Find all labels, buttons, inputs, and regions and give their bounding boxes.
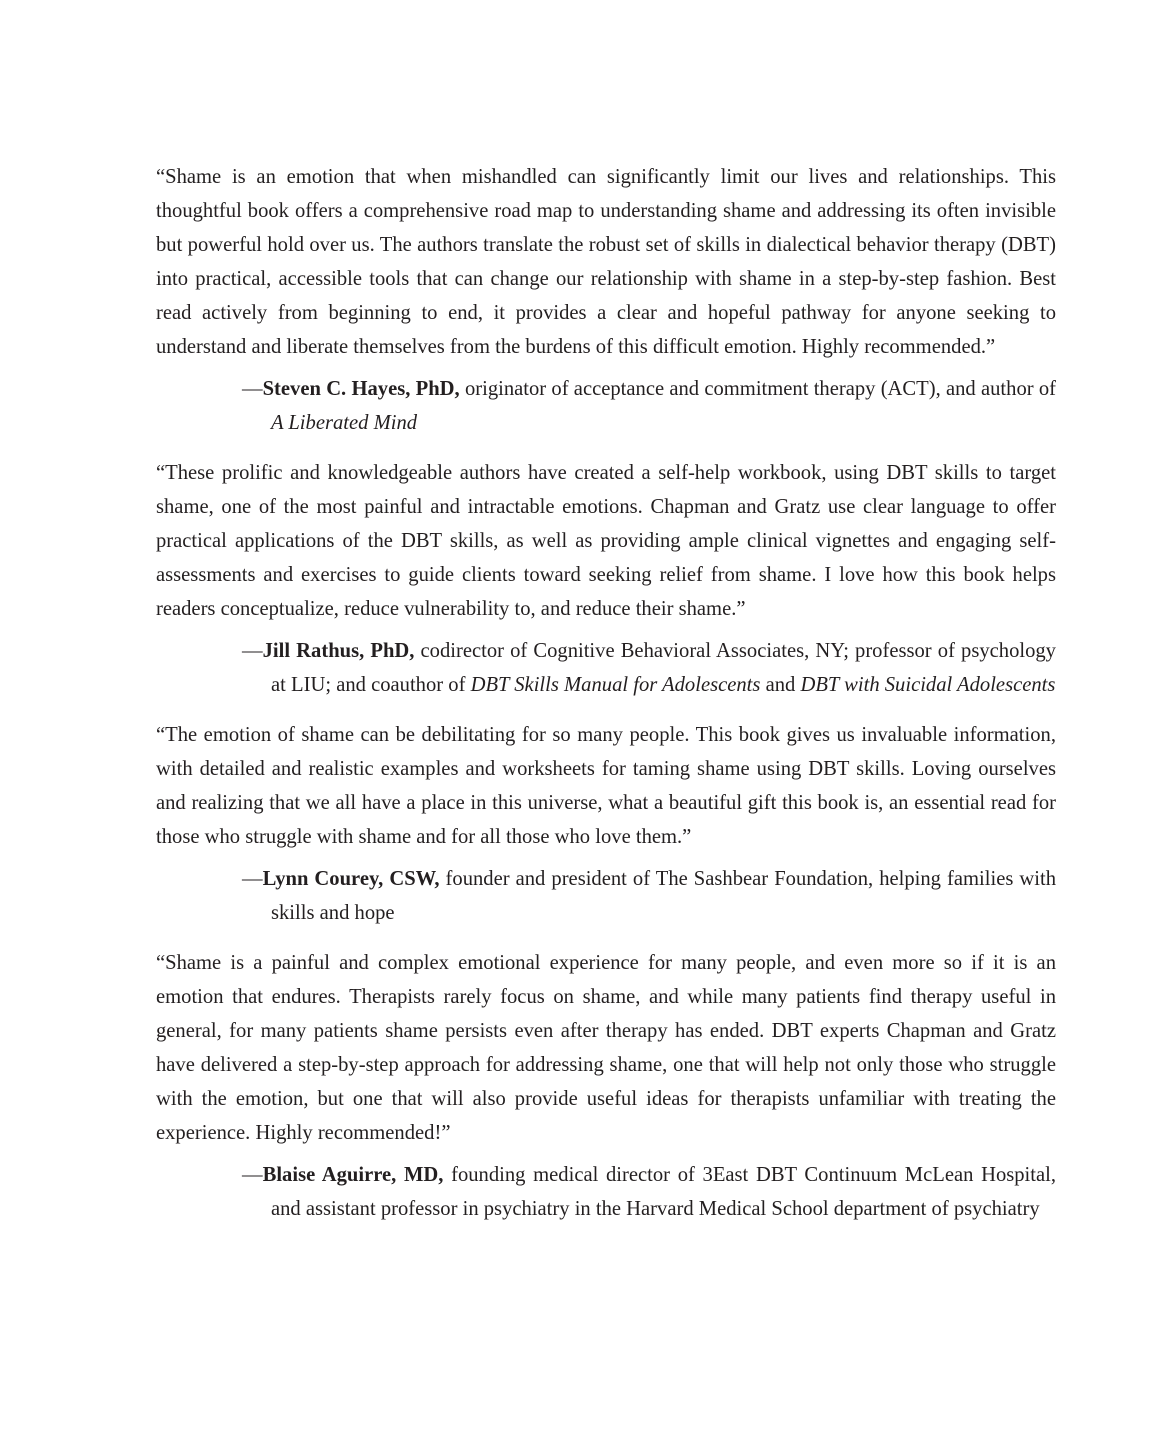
endorser-role: founder and president of The Sashbear Foundation, helping families with skills and hope bbox=[271, 868, 1056, 924]
book-title: DBT Skills Manual for Adolescents bbox=[470, 674, 761, 696]
endorsement-quote: “The emotion of shame can be debilitating for so many people. This book gives us invaluable information, with detailed and realistic examples and worksheets for taming shame using DBT skills. Loving ourselves and realizing that we all have a place in this universe, what a beautiful gift this book is, an essential read for those who struggle with shame and for all those who love them.” bbox=[156, 724, 1056, 848]
endorsement-4 bbox=[156, 946, 1056, 1226]
endorser-role: founding medical director of 3East DBT Continuum McLean Hospital, and assistant professor in psychiatry in the Harvard Medical School department of psychiatry bbox=[271, 1164, 1057, 1220]
endorsements-page bbox=[156, 160, 1056, 1242]
endorsement-quote: “These prolific and knowledgeable authors have created a self-help workbook, using DBT skills to target shame, one of the most painful and intractable emotions. Chapman and Gratz use clear language to offer practical applications of the DBT skills, as well as providing ample clinical vignettes and engaging self-assessments and exercises to guide clients toward seeking relief from shame. I love how this book helps readers conceptualize, reduce vulnerability to, and reduce their shame.” bbox=[156, 462, 1056, 620]
endorsement-quote: “Shame is an emotion that when mishandled can significantly limit our lives and relationships. This thoughtful book offers a comprehensive road map to understanding shame and addressing its often invisible but powerful hold over us. The authors translate the robust set of skills in dialectical behavior therapy (DBT) into practical, accessible tools that can change our relationship with shame in a step-by-step fashion. Best read actively from beginning to end, it provides a clear and hopeful pathway for anyone seeking to understand and liberate themselves from the burdens of this difficult emotion. Highly recommended.” bbox=[156, 166, 1056, 358]
endorser-role: codirector of Cognitive Behavioral Associates, NY; professor of psychology at LIU; and coauthor of bbox=[271, 640, 1056, 696]
endorsement-1 bbox=[156, 160, 1056, 440]
endorsement-attribution bbox=[242, 372, 1056, 440]
endorsement-2 bbox=[156, 456, 1056, 702]
book-title: A Liberated Mind bbox=[271, 412, 418, 434]
endorsement-attribution bbox=[242, 634, 1056, 702]
endorser-role: originator of acceptance and commitment therapy (ACT), and author of bbox=[459, 378, 1056, 400]
endorser-name: Jill Rathus, PhD, bbox=[262, 640, 415, 662]
endorser-name: Blaise Aguirre, MD, bbox=[262, 1164, 444, 1186]
attribution-dash: — bbox=[242, 1164, 263, 1186]
attribution-dash: — bbox=[242, 868, 263, 890]
book-title: DBT with Suicidal Adolescents bbox=[800, 674, 1056, 696]
title-conjunction: and bbox=[760, 674, 801, 696]
endorsement-attribution bbox=[242, 862, 1056, 930]
endorsement-quote: “Shame is a painful and complex emotional experience for many people, and even more so if it is an emotion that endures. Therapists rarely focus on shame, and while many patients find therapy useful in general, for many patients shame persists even after therapy has ended. DBT experts Chapman and Gratz have delivered a step-by-step approach for addressing shame, one that will help not only those who struggle with the emotion, but one that will also provide useful ideas for therapists unfamiliar with treating the experience. Highly recommended!” bbox=[156, 952, 1056, 1144]
endorser-name: Lynn Courey, CSW, bbox=[262, 868, 440, 890]
endorsement-attribution bbox=[242, 1158, 1056, 1226]
attribution-dash: — bbox=[242, 378, 263, 400]
endorsement-3 bbox=[156, 718, 1056, 930]
endorser-name: Steven C. Hayes, PhD, bbox=[262, 378, 460, 400]
attribution-dash: — bbox=[242, 640, 263, 662]
